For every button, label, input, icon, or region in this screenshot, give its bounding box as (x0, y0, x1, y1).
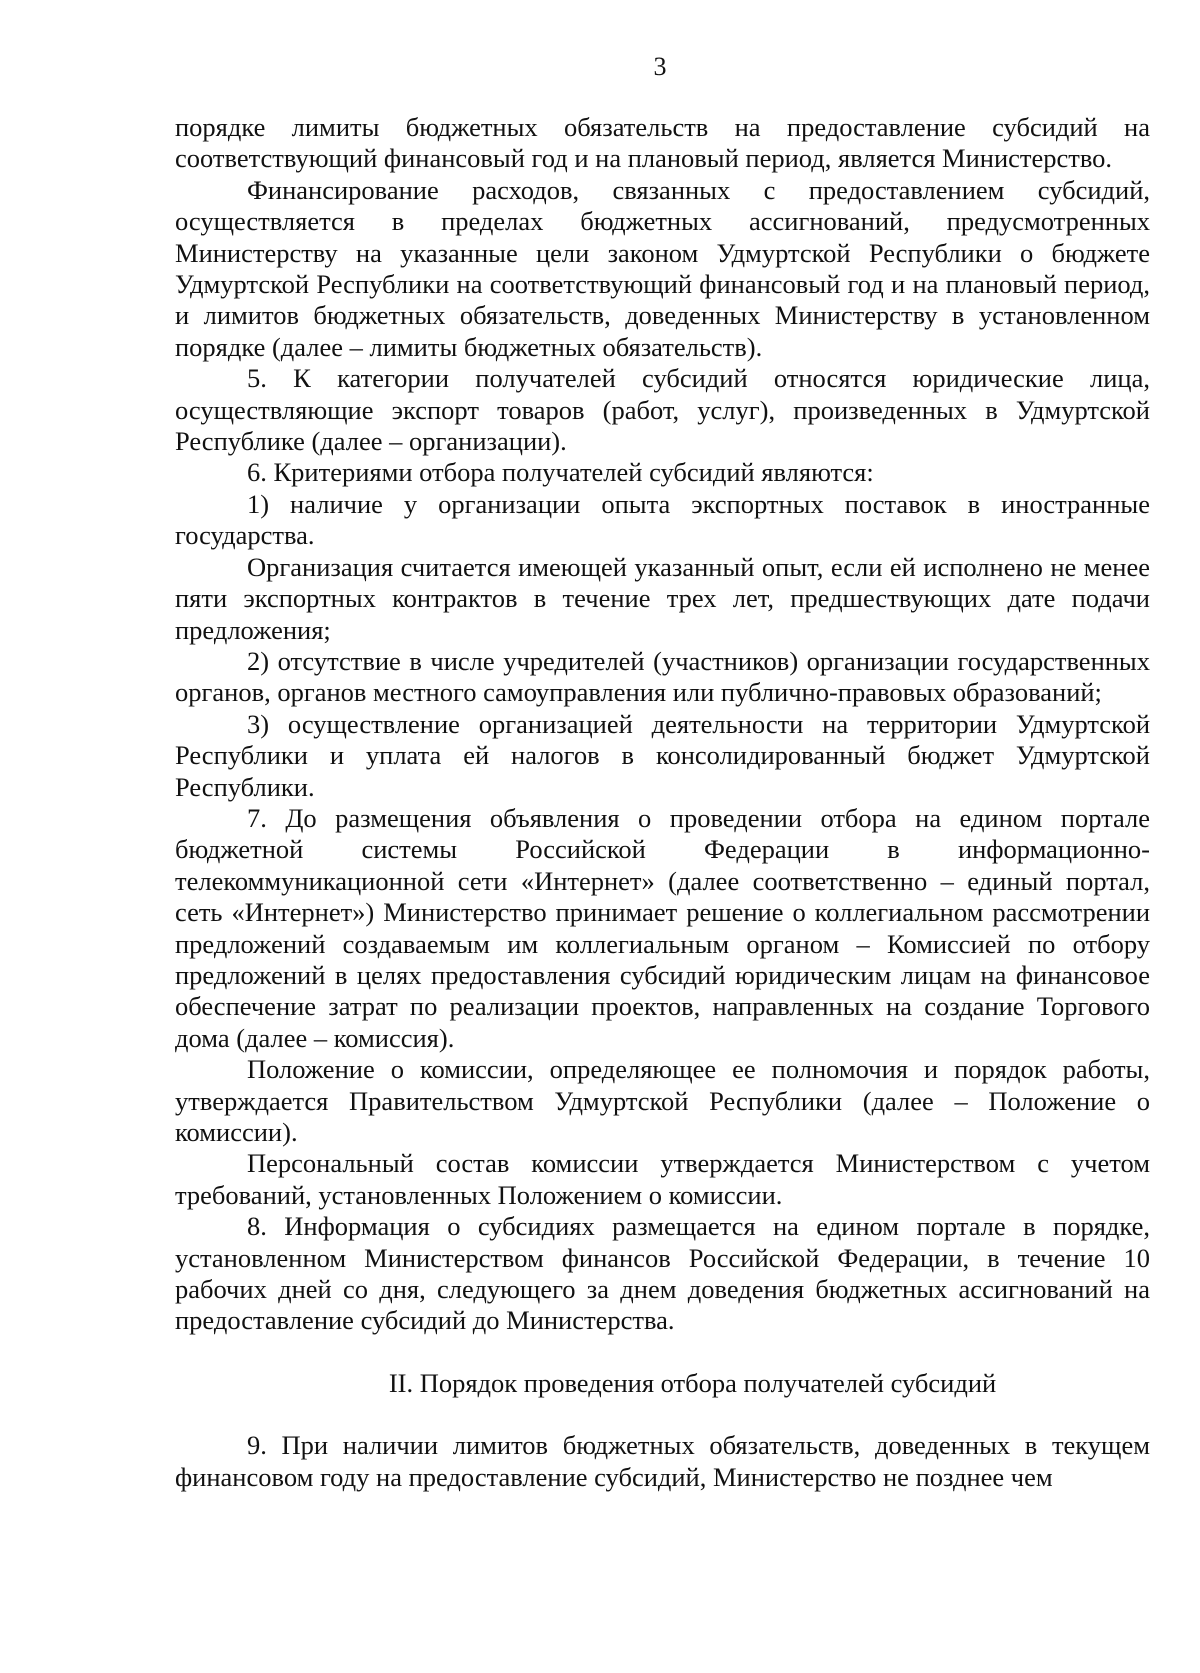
page-number: 3 (653, 52, 667, 81)
paragraph: 5. К категории получателей субсидий относятся юридические лица, осуществляющие экспорт товаров (работ, услуг), произведенных в Удмуртской Республике (далее – организации). (175, 363, 1150, 457)
paragraph: 3) осуществление организацией деятельности на территории Удмуртской Республики и уплата ей налогов в консолидированный бюджет Удмуртской Республики. (175, 708, 1150, 802)
paragraph: 1) наличие у организации опыта экспортных поставок в иностранные государства. (175, 488, 1150, 551)
paragraph: Финансирование расходов, связанных с предоставлением субсидий, осуществляется в пределах бюджетных ассигнований, предусмотренных Министерству на указанные цели законом Удмуртской Республики о бюджете Удмуртской Республики на соответствующий финансовый год и на плановый период, и лимитов бюджетных обязательств, доведенных Министерству в установленном порядке (далее – лимиты бюджетных обязательств). (175, 174, 1150, 362)
paragraph: 6. Критериями отбора получателей субсидий являются: (247, 457, 874, 488)
paragraph: Положение о комиссии, определяющее ее полномочия и порядок работы, утверждается Правительством Удмуртской Республики (далее – Положение о комиссии). (175, 1054, 1150, 1147)
paragraph: 2) отсутствие в числе учредителей (участников) организации государственных органов, органов местного самоуправления или публично-правовых образований; (175, 645, 1150, 708)
paragraph: порядке лимиты бюджетных обязательств на предоставление субсидий на соответствующий финансовый год и на плановый период, является Министерство. (175, 112, 1150, 174)
paragraph: Персональный состав комиссии утверждается Министерством с учетом требований, установленных Положением о комиссии. (175, 1148, 1150, 1210)
paragraphs-before-heading (175, 112, 1150, 1337)
paragraph: 8. Информация о субсидиях размещается на едином портале в порядке, установленном Министерством финансов Российской Федерации, в течение 10 рабочих дней со дня, следующего за днем доведения бюджетных ассигнований на предоставление субсидий до Министерства. (175, 1211, 1150, 1336)
document-body (175, 112, 1150, 1493)
paragraphs-after-heading (175, 1430, 1150, 1493)
section-heading: II. Порядок проведения отбора получателей субсидий (388, 1367, 997, 1398)
paragraph: Организация считается имеющей указанный опыт, если ей исполнено не менее пяти экспортных контрактов в течение трех лет, предшествующих дате подачи предложения; (175, 551, 1150, 645)
paragraph: 7. До размещения объявления о проведении отбора на едином портале бюджетной системы Российской Федерации в информационно-телекоммуникационной сети «Интернет» (далее соответственно – единый портал, сеть «Интернет») Министерство принимает решение о коллегиальном рассмотрении предложений создаваемым им коллегиальным органом – Комиссией по отбору предложений в целях предоставления субсидий юридическим лицам на финансовое обеспечение затрат по реализации проектов, направленных на создание Торгового дома (далее – комиссия). (175, 802, 1150, 1053)
paragraph: 9. При наличии лимитов бюджетных обязательств, доведенных в текущем финансовом году на предоставление субсидий, Министерство не позднее чем (175, 1430, 1150, 1492)
